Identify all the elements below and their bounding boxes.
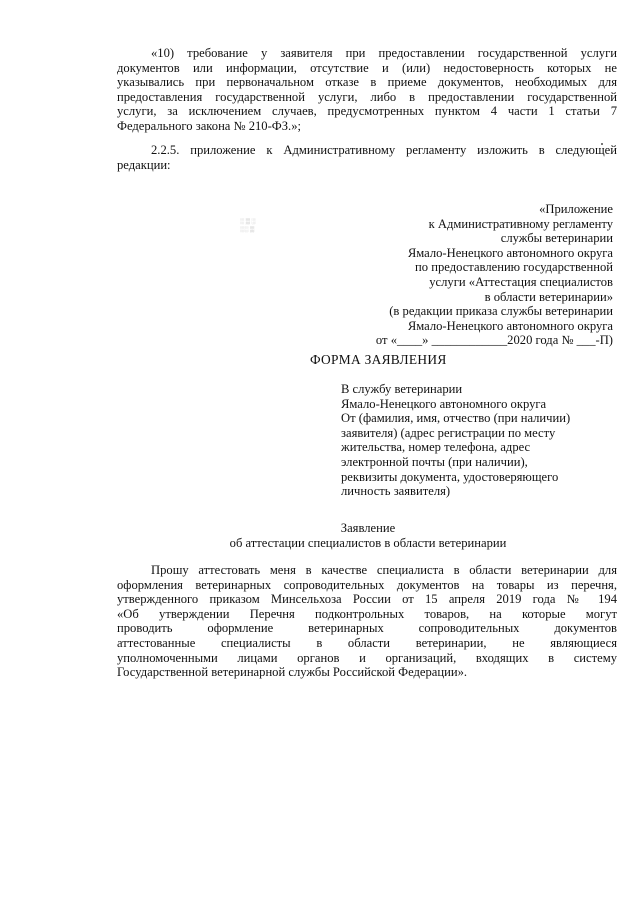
text-line: оформления ветеринарных сопроводительных документов на товары из перечня, (117, 577, 617, 592)
addressee-line: Ямало-Ненецкого автономного округа (341, 396, 547, 411)
text-line: «10) требование у заявителя при предоставлении государственной услуги (151, 46, 617, 60)
appendix-line: службы ветеринарии (500, 231, 613, 246)
text-line: 2.2.5. приложение к Административному регламенту изложить в следующей (151, 143, 617, 157)
appendix-line: (в редакции приказа службы ветеринарии (389, 304, 613, 319)
appendix-line: в области ветеринарии» (484, 289, 613, 304)
scan-smudge: ░ ▒ ░ ░░ ▒ (240, 219, 256, 233)
text-line: уполномоченными лицами органов и организаций, входящих в систему (117, 650, 617, 665)
text-line: указывались при первоначальном отказе в приеме документов, необходимых для (117, 75, 617, 90)
text-line: утвержденного приказом Минсельхоза России от 15 апреля 2019 года № 194 (117, 592, 617, 607)
addressee-line: электронной почты (при наличии), (341, 454, 528, 469)
appendix-line: «Приложение (539, 202, 613, 216)
appendix-header (300, 202, 613, 348)
paragraph-item-10 (117, 46, 617, 134)
text-line: редакции: (117, 157, 171, 172)
addressee-line: заявителя) (адрес регистрации по месту (341, 425, 556, 440)
text-line: Прошу аттестовать меня в качестве специалиста в области ветеринарии для (151, 563, 617, 577)
statement-subheading: об аттестации специалистов в области ветеринарии (229, 535, 507, 550)
form-title: ФОРМА ЗАЯВЛЕНИЯ (310, 352, 447, 367)
text-line: аттестованные специалисты в области ветеринарии, не являющиеся (117, 635, 617, 650)
text-line: услуги, за исключением случаев, предусмотренных пунктом 4 части 1 статьи 7 (117, 104, 617, 119)
text-line: документов или информации, отсутствие и (или) недостоверность которых не (117, 60, 617, 75)
statement-title (116, 521, 620, 550)
addressee-line: От (фамилия, имя, отчество (при наличии) (341, 411, 571, 426)
text-line: проводить оформление ветеринарных сопроводительных документов (117, 621, 617, 636)
statement-body (117, 563, 617, 680)
paragraph-2-2-5 (117, 143, 617, 172)
text-line: Федерального закона № 210-ФЗ.»; (117, 118, 301, 133)
addressee-line: жительства, номер телефона, адрес (341, 440, 531, 455)
addressee-line: В службу ветеринарии (341, 382, 463, 396)
addressee-line: реквизиты документа, удостоверяющего (341, 469, 559, 484)
text-line: «Об утверждении Перечня подконтрольных товаров, на которые могут (117, 606, 617, 621)
addressee-line: личность заявителя) (341, 484, 451, 499)
text-line: предоставления государственной услуги, либо в предоставлении государственной (117, 89, 617, 104)
appendix-line: Ямало-Ненецкого автономного округа (407, 245, 613, 260)
text-line: Государственной ветеринарной службы Российской Федерации». (117, 665, 468, 680)
appendix-line: Ямало-Ненецкого автономного округа (407, 318, 613, 333)
appendix-line: услуги «Аттестация специалистов (429, 274, 613, 289)
appendix-line: к Административному регламенту (428, 216, 613, 231)
appendix-line: от «____» ____________2020 года № ___-П) (375, 333, 613, 348)
addressee-block (341, 382, 621, 499)
statement-heading: Заявление (340, 521, 396, 535)
appendix-line: по предоставлению государственной (415, 260, 613, 275)
